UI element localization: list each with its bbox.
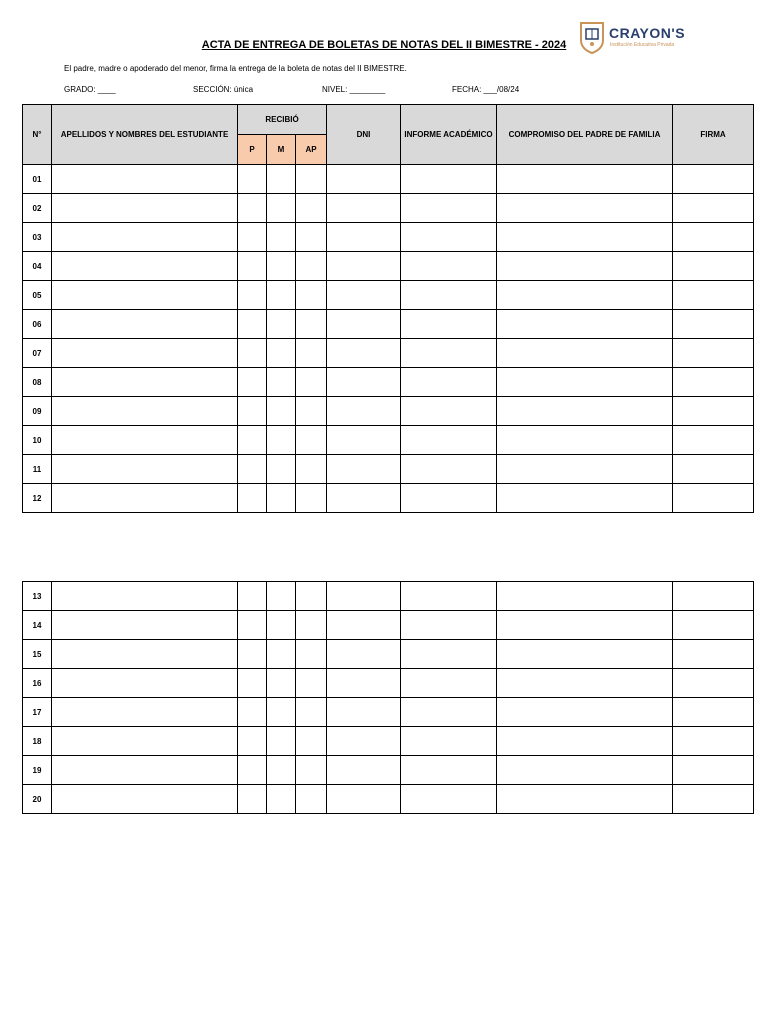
received-ap-cell[interactable] [296, 397, 327, 426]
received-ap-cell[interactable] [296, 785, 327, 814]
dni-cell[interactable] [327, 611, 401, 640]
dni-cell[interactable] [327, 368, 401, 397]
academic-report-cell[interactable] [401, 223, 497, 252]
dni-cell[interactable] [327, 727, 401, 756]
logo-name: CRAYON'S [609, 25, 686, 41]
student-name-cell[interactable] [52, 582, 238, 611]
dni-cell[interactable] [327, 194, 401, 223]
received-ap-cell[interactable] [296, 194, 327, 223]
parent-commitment-cell[interactable] [497, 223, 673, 252]
school-crest-icon [578, 20, 606, 54]
document-title: ACTA DE ENTREGA DE BOLETAS DE NOTAS DEL II BIMESTRE - 2024 [201, 39, 567, 51]
parent-commitment-cell[interactable] [497, 669, 673, 698]
dni-cell[interactable] [327, 640, 401, 669]
row-number: 14 [23, 611, 52, 640]
dni-cell[interactable] [327, 698, 401, 727]
student-name-cell[interactable] [52, 669, 238, 698]
table-row [23, 194, 754, 223]
received-ap-cell[interactable] [296, 698, 327, 727]
received-ap-cell[interactable] [296, 339, 327, 368]
student-name-cell[interactable] [52, 640, 238, 669]
received-p-cell[interactable] [238, 194, 267, 223]
signature-cell[interactable] [673, 223, 754, 252]
student-name-cell[interactable] [52, 727, 238, 756]
academic-report-cell[interactable] [401, 611, 497, 640]
intro-text: El padre, madre o apoderado del menor, firma la entrega de la boleta de notas del II BIMESTRE. [64, 64, 407, 73]
received-p-cell[interactable] [238, 669, 267, 698]
received-ap-cell[interactable] [296, 455, 327, 484]
header-academic-report: INFORME ACADÉMICO [401, 105, 497, 165]
dni-cell[interactable] [327, 165, 401, 194]
row-number: 20 [23, 785, 52, 814]
signature-cell[interactable] [673, 426, 754, 455]
student-name-cell[interactable] [52, 252, 238, 281]
table-row [23, 397, 754, 426]
received-p-cell[interactable] [238, 640, 267, 669]
dni-cell[interactable] [327, 426, 401, 455]
nivel-field: NIVEL: ________ [322, 85, 386, 94]
row-number: 12 [23, 484, 52, 513]
signature-cell[interactable] [673, 640, 754, 669]
signature-cell[interactable] [673, 310, 754, 339]
academic-report-cell[interactable] [401, 281, 497, 310]
header-signature: FIRMA [673, 105, 754, 165]
table-row [23, 785, 754, 814]
parent-commitment-cell[interactable] [497, 426, 673, 455]
parent-commitment-cell[interactable] [497, 484, 673, 513]
dni-cell[interactable] [327, 484, 401, 513]
received-p-cell[interactable] [238, 339, 267, 368]
signature-cell[interactable] [673, 455, 754, 484]
received-m-cell[interactable] [267, 484, 296, 513]
row-number: 16 [23, 669, 52, 698]
row-number: 05 [23, 281, 52, 310]
header-parent-commitment: COMPROMISO DEL PADRE DE FAMILIA [497, 105, 673, 165]
received-m-cell[interactable] [267, 397, 296, 426]
student-name-cell[interactable] [52, 194, 238, 223]
academic-report-cell[interactable] [401, 582, 497, 611]
signature-cell[interactable] [673, 368, 754, 397]
table-row [23, 455, 754, 484]
student-name-cell[interactable] [52, 368, 238, 397]
row-number: 02 [23, 194, 52, 223]
table-row [23, 698, 754, 727]
row-number: 01 [23, 165, 52, 194]
received-p-cell[interactable] [238, 698, 267, 727]
academic-report-cell[interactable] [401, 785, 497, 814]
received-ap-cell[interactable] [296, 582, 327, 611]
received-p-cell[interactable] [238, 785, 267, 814]
table-body-part2 [23, 582, 754, 814]
table-row [23, 281, 754, 310]
parent-commitment-cell[interactable] [497, 727, 673, 756]
student-name-cell[interactable] [52, 455, 238, 484]
delivery-table-part1 [22, 104, 754, 513]
signature-cell[interactable] [673, 252, 754, 281]
parent-commitment-cell[interactable] [497, 339, 673, 368]
received-m-cell[interactable] [267, 582, 296, 611]
parent-commitment-cell[interactable] [497, 194, 673, 223]
parent-commitment-cell[interactable] [497, 698, 673, 727]
academic-report-cell[interactable] [401, 165, 497, 194]
seccion-field: SECCIÓN: única [193, 85, 254, 94]
table-row [23, 368, 754, 397]
signature-cell[interactable] [673, 582, 754, 611]
student-name-cell[interactable] [52, 756, 238, 785]
parent-commitment-cell[interactable] [497, 785, 673, 814]
table-row [23, 727, 754, 756]
signature-cell[interactable] [673, 165, 754, 194]
received-m-cell[interactable] [267, 252, 296, 281]
academic-report-cell[interactable] [401, 194, 497, 223]
received-ap-cell[interactable] [296, 368, 327, 397]
received-p-cell[interactable] [238, 426, 267, 455]
received-m-cell[interactable] [267, 455, 296, 484]
student-name-cell[interactable] [52, 281, 238, 310]
received-m-cell[interactable] [267, 281, 296, 310]
table-row [23, 165, 754, 194]
row-number: 19 [23, 756, 52, 785]
header-received: RECIBIÓ [238, 105, 327, 135]
student-name-cell[interactable] [52, 785, 238, 814]
received-p-cell[interactable] [238, 368, 267, 397]
crayons-logo [578, 20, 698, 56]
parent-commitment-cell[interactable] [497, 310, 673, 339]
student-name-cell[interactable] [52, 611, 238, 640]
dni-cell[interactable] [327, 582, 401, 611]
received-ap-cell[interactable] [296, 165, 327, 194]
academic-report-cell[interactable] [401, 640, 497, 669]
received-ap-cell[interactable] [296, 281, 327, 310]
row-number: 17 [23, 698, 52, 727]
received-p-cell[interactable] [238, 165, 267, 194]
academic-report-cell[interactable] [401, 455, 497, 484]
received-p-cell[interactable] [238, 756, 267, 785]
table-row [23, 426, 754, 455]
dni-cell[interactable] [327, 669, 401, 698]
row-number: 09 [23, 397, 52, 426]
received-m-cell[interactable] [267, 426, 296, 455]
signature-cell[interactable] [673, 397, 754, 426]
received-m-cell[interactable] [267, 669, 296, 698]
fecha-field: FECHA: ___/08/24 [452, 85, 520, 94]
signature-cell[interactable] [673, 756, 754, 785]
student-name-cell[interactable] [52, 165, 238, 194]
received-p-cell[interactable] [238, 455, 267, 484]
received-m-cell[interactable] [267, 194, 296, 223]
dni-cell[interactable] [327, 339, 401, 368]
academic-report-cell[interactable] [401, 397, 497, 426]
table-row [23, 756, 754, 785]
student-name-cell[interactable] [52, 339, 238, 368]
dni-cell[interactable] [327, 785, 401, 814]
received-ap-cell[interactable] [296, 223, 327, 252]
table-row [23, 611, 754, 640]
dni-cell[interactable] [327, 223, 401, 252]
table-row [23, 582, 754, 611]
header-ap: AP [296, 135, 327, 165]
dni-cell[interactable] [327, 455, 401, 484]
received-ap-cell[interactable] [296, 426, 327, 455]
table-body-part1 [23, 165, 754, 513]
grado-field: GRADO: ____ [64, 85, 116, 94]
row-number: 04 [23, 252, 52, 281]
dni-cell[interactable] [327, 397, 401, 426]
row-number: 06 [23, 310, 52, 339]
row-number: 08 [23, 368, 52, 397]
academic-report-cell[interactable] [401, 252, 497, 281]
received-m-cell[interactable] [267, 223, 296, 252]
row-number: 15 [23, 640, 52, 669]
academic-report-cell[interactable] [401, 727, 497, 756]
parent-commitment-cell[interactable] [497, 281, 673, 310]
signature-cell[interactable] [673, 281, 754, 310]
signature-cell[interactable] [673, 194, 754, 223]
student-name-cell[interactable] [52, 484, 238, 513]
dni-cell[interactable] [327, 756, 401, 785]
received-ap-cell[interactable] [296, 669, 327, 698]
parent-commitment-cell[interactable] [497, 252, 673, 281]
signature-cell[interactable] [673, 669, 754, 698]
received-p-cell[interactable] [238, 310, 267, 339]
header-p: P [238, 135, 267, 165]
row-number: 10 [23, 426, 52, 455]
signature-cell[interactable] [673, 339, 754, 368]
row-number: 18 [23, 727, 52, 756]
row-number: 03 [23, 223, 52, 252]
table-row [23, 339, 754, 368]
dni-cell[interactable] [327, 310, 401, 339]
received-ap-cell[interactable] [296, 727, 327, 756]
received-m-cell[interactable] [267, 756, 296, 785]
received-m-cell[interactable] [267, 785, 296, 814]
signature-cell[interactable] [673, 484, 754, 513]
received-m-cell[interactable] [267, 640, 296, 669]
received-ap-cell[interactable] [296, 310, 327, 339]
row-number: 13 [23, 582, 52, 611]
student-name-cell[interactable] [52, 698, 238, 727]
academic-report-cell[interactable] [401, 484, 497, 513]
parent-commitment-cell[interactable] [497, 455, 673, 484]
signature-cell[interactable] [673, 785, 754, 814]
parent-commitment-cell[interactable] [497, 611, 673, 640]
received-m-cell[interactable] [267, 310, 296, 339]
received-m-cell[interactable] [267, 727, 296, 756]
student-name-cell[interactable] [52, 310, 238, 339]
academic-report-cell[interactable] [401, 756, 497, 785]
academic-report-cell[interactable] [401, 669, 497, 698]
received-p-cell[interactable] [238, 281, 267, 310]
table-row [23, 669, 754, 698]
logo-subtitle: Institución Educativa Privada [610, 42, 675, 48]
header-student-names: APELLIDOS Y NOMBRES DEL ESTUDIANTE [52, 105, 238, 165]
received-p-cell[interactable] [238, 252, 267, 281]
student-name-cell[interactable] [52, 426, 238, 455]
parent-commitment-cell[interactable] [497, 582, 673, 611]
table-row [23, 252, 754, 281]
received-m-cell[interactable] [267, 339, 296, 368]
parent-commitment-cell[interactable] [497, 640, 673, 669]
row-number: 11 [23, 455, 52, 484]
table-row [23, 223, 754, 252]
header-no: N° [23, 105, 52, 165]
academic-report-cell[interactable] [401, 310, 497, 339]
received-m-cell[interactable] [267, 368, 296, 397]
table-row [23, 310, 754, 339]
received-ap-cell[interactable] [296, 756, 327, 785]
parent-commitment-cell[interactable] [497, 397, 673, 426]
header-m: M [267, 135, 296, 165]
received-p-cell[interactable] [238, 223, 267, 252]
received-p-cell[interactable] [238, 611, 267, 640]
received-ap-cell[interactable] [296, 640, 327, 669]
signature-cell[interactable] [673, 727, 754, 756]
dni-cell[interactable] [327, 252, 401, 281]
table-row [23, 484, 754, 513]
dni-cell[interactable] [327, 281, 401, 310]
signature-cell[interactable] [673, 611, 754, 640]
received-p-cell[interactable] [238, 582, 267, 611]
received-p-cell[interactable] [238, 484, 267, 513]
student-name-cell[interactable] [52, 397, 238, 426]
academic-report-cell[interactable] [401, 698, 497, 727]
received-m-cell[interactable] [267, 165, 296, 194]
row-number: 07 [23, 339, 52, 368]
parent-commitment-cell[interactable] [497, 756, 673, 785]
parent-commitment-cell[interactable] [497, 165, 673, 194]
academic-report-cell[interactable] [401, 426, 497, 455]
received-p-cell[interactable] [238, 397, 267, 426]
delivery-table-part2 [22, 581, 754, 814]
parent-commitment-cell[interactable] [497, 368, 673, 397]
received-ap-cell[interactable] [296, 484, 327, 513]
header-dni: DNI [327, 105, 401, 165]
table-row [23, 640, 754, 669]
academic-report-cell[interactable] [401, 339, 497, 368]
received-m-cell[interactable] [267, 698, 296, 727]
signature-cell[interactable] [673, 698, 754, 727]
received-ap-cell[interactable] [296, 252, 327, 281]
received-ap-cell[interactable] [296, 611, 327, 640]
academic-report-cell[interactable] [401, 368, 497, 397]
received-p-cell[interactable] [238, 727, 267, 756]
student-name-cell[interactable] [52, 223, 238, 252]
received-m-cell[interactable] [267, 611, 296, 640]
